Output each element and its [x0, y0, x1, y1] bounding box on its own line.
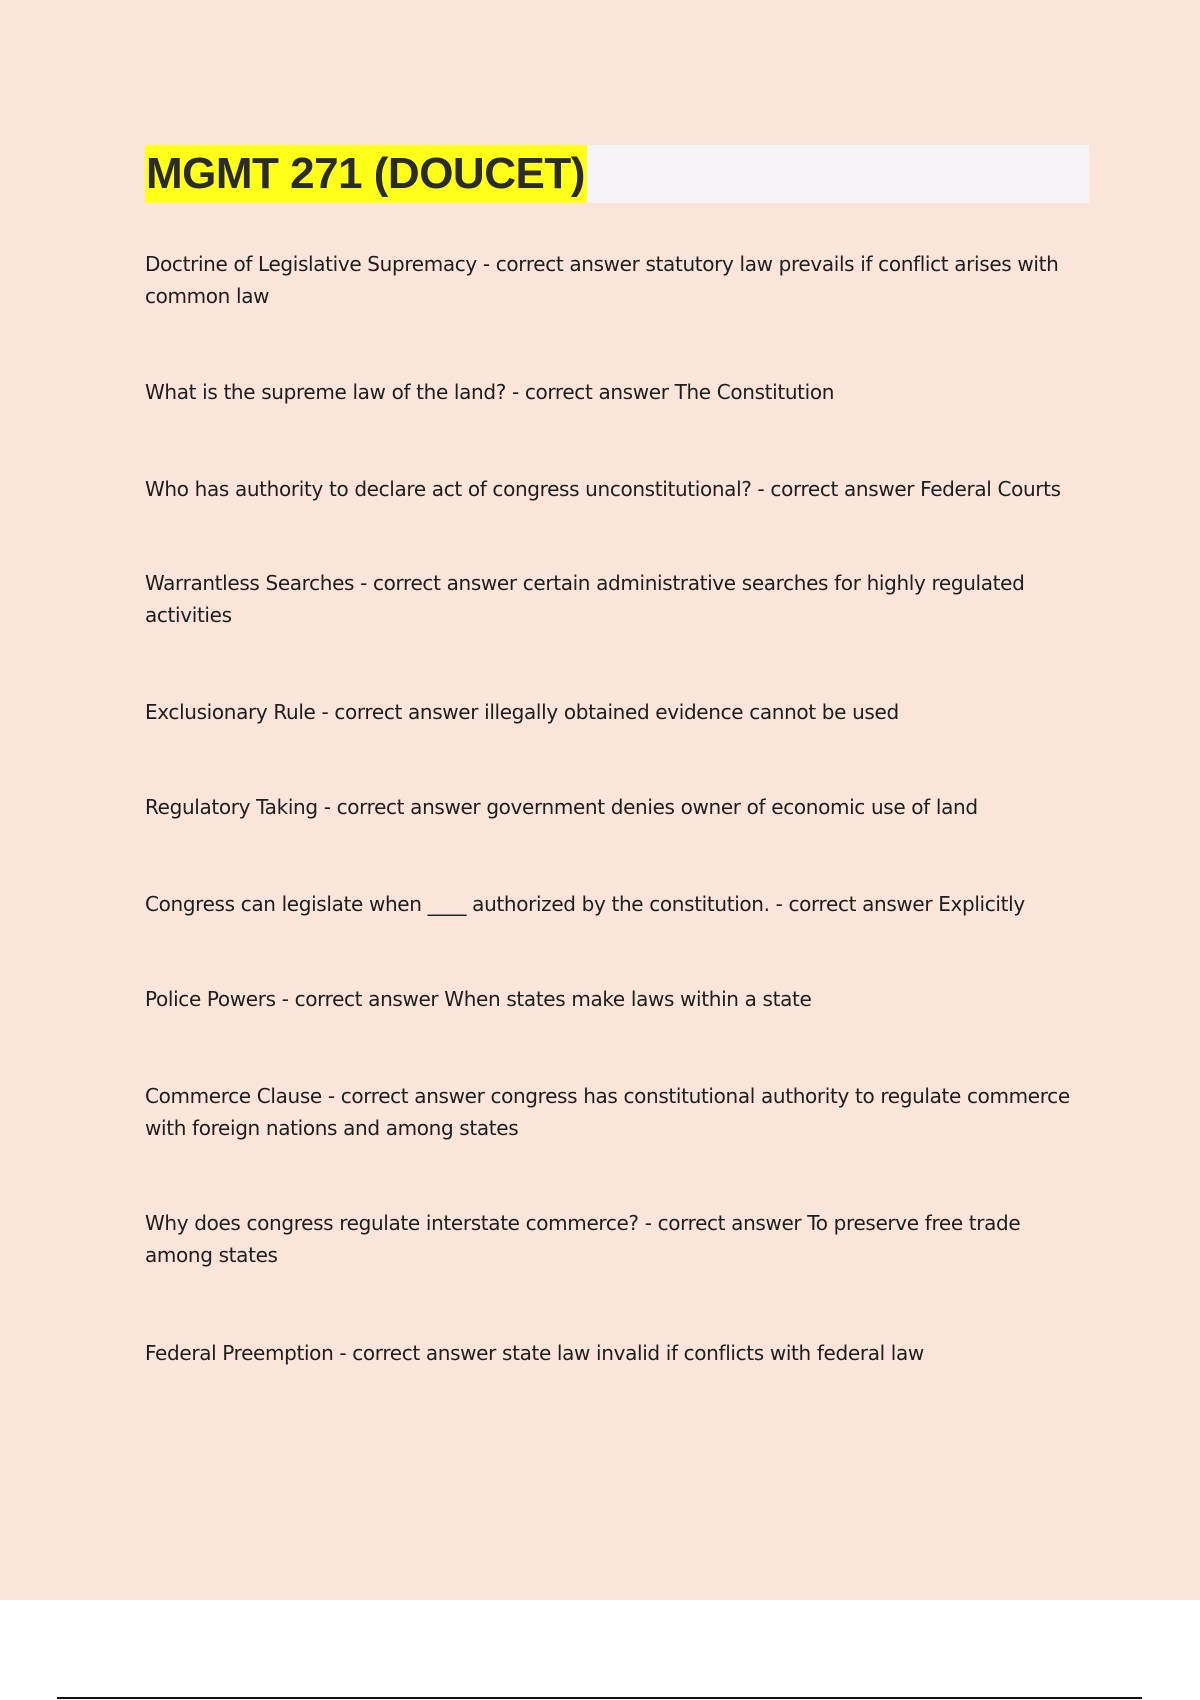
qa-item-unconstitutional-authority: Who has authority to declare act of congress unconstitutional? - correct answer Federal Courts — [145, 477, 1061, 501]
footer-rule — [57, 1697, 1142, 1699]
qa-item-supreme-law: What is the supreme law of the land? - correct answer The Constitution — [145, 380, 835, 404]
qa-item-warrantless-searches: Warrantless Searches - correct answer certain administrative searches for highly regulated activities — [145, 571, 1025, 627]
qa-item-commerce-clause: Commerce Clause - correct answer congress has constitutional authority to regulate commerce with foreign nations and among states — [145, 1084, 1070, 1140]
qa-item-interstate-commerce: Why does congress regulate interstate commerce? - correct answer To preserve free trade among states — [145, 1211, 1021, 1267]
qa-item-legislative-supremacy: Doctrine of Legislative Supremacy - correct answer statutory law prevails if conflict arises with common law — [145, 252, 1059, 308]
page-title: MGMT 271 (DOUCET) — [145, 145, 587, 203]
qa-item-police-powers: Police Powers - correct answer When states make laws within a state — [145, 987, 812, 1011]
qa-item-exclusionary-rule: Exclusionary Rule - correct answer illegally obtained evidence cannot be used — [145, 700, 899, 724]
qa-item-federal-preemption: Federal Preemption - correct answer state law invalid if conflicts with federal law — [145, 1341, 924, 1365]
qa-item-regulatory-taking: Regulatory Taking - correct answer government denies owner of economic use of land — [145, 795, 978, 819]
qa-item-congress-legislate: Congress can legislate when ____ authorized by the constitution. - correct answer Explicitly — [145, 892, 1025, 916]
